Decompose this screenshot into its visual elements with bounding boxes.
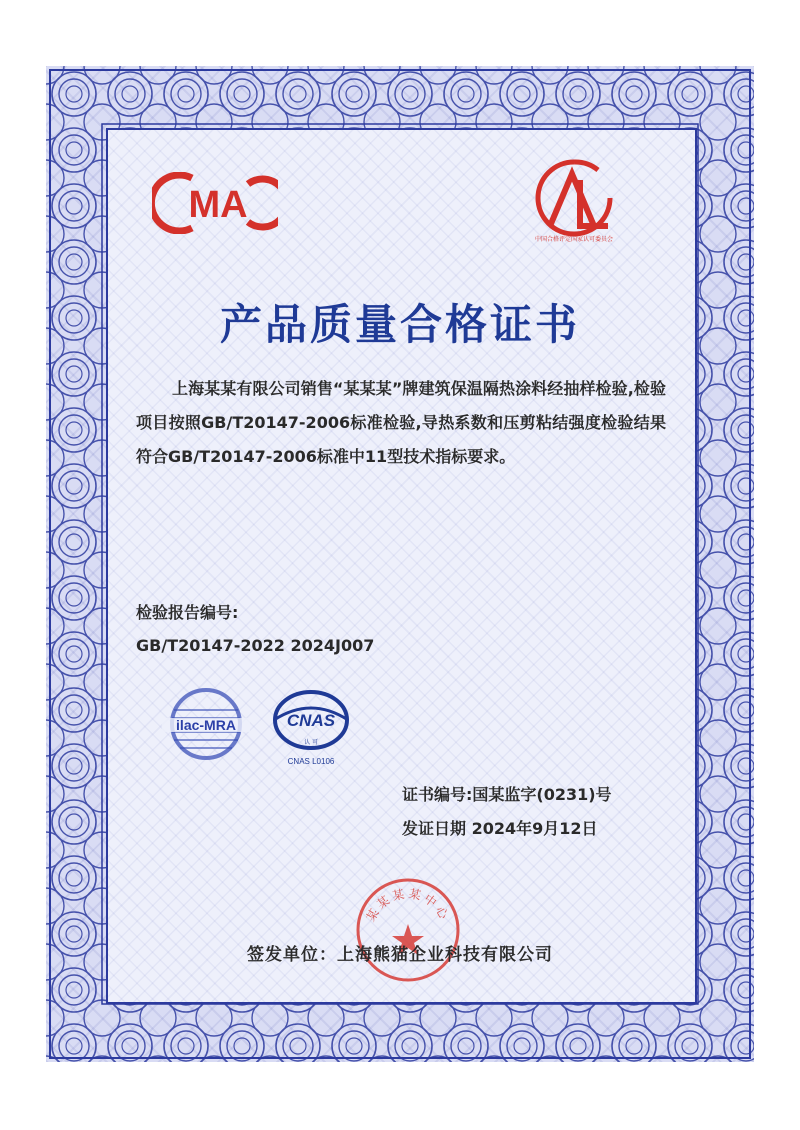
- cnas-code: CNAS L0106: [287, 757, 335, 766]
- cnas-sub: 认 可: [304, 739, 318, 746]
- ma-text: MA: [188, 184, 248, 226]
- certificate-title: 产品质量合格证书: [219, 300, 580, 349]
- cal-caption: 中国合格评定国家认可委员会: [534, 236, 613, 243]
- report-number-value: GB/T20147-2022 2024J007: [136, 636, 375, 655]
- certificate-number: 证书编号:国某监字(0231)号: [402, 785, 612, 804]
- issuing-authority: 签发单位：上海熊猫企业科技有限公司: [247, 945, 553, 965]
- official-seal: [352, 874, 464, 986]
- certificate-panel: [106, 128, 697, 1004]
- cnas-cal-logo: [518, 156, 630, 246]
- ilac-text: ilac-MRA: [176, 717, 236, 733]
- ilac-mra-logo: [158, 684, 254, 768]
- certificate-body: 上海某某有限公司销售“某某某”牌建筑保温隔热涂料经抽样检验,检验项目按照GB/T20147-2006标准检验,导热系数和压剪粘结强度检验结果符合GB/T20147-2006标准中11型技术指标要求。: [136, 379, 666, 466]
- cnas-logo: [268, 684, 354, 774]
- certificate-sheet: [46, 66, 754, 1062]
- issue-date: 发证日期 2024年9月12日: [402, 819, 598, 838]
- seal-text: 某某某某中心: [363, 886, 453, 924]
- cma-logo: [152, 172, 278, 234]
- cnas-text: CNAS: [286, 711, 336, 730]
- report-number-label: 检验报告编号:: [136, 603, 239, 622]
